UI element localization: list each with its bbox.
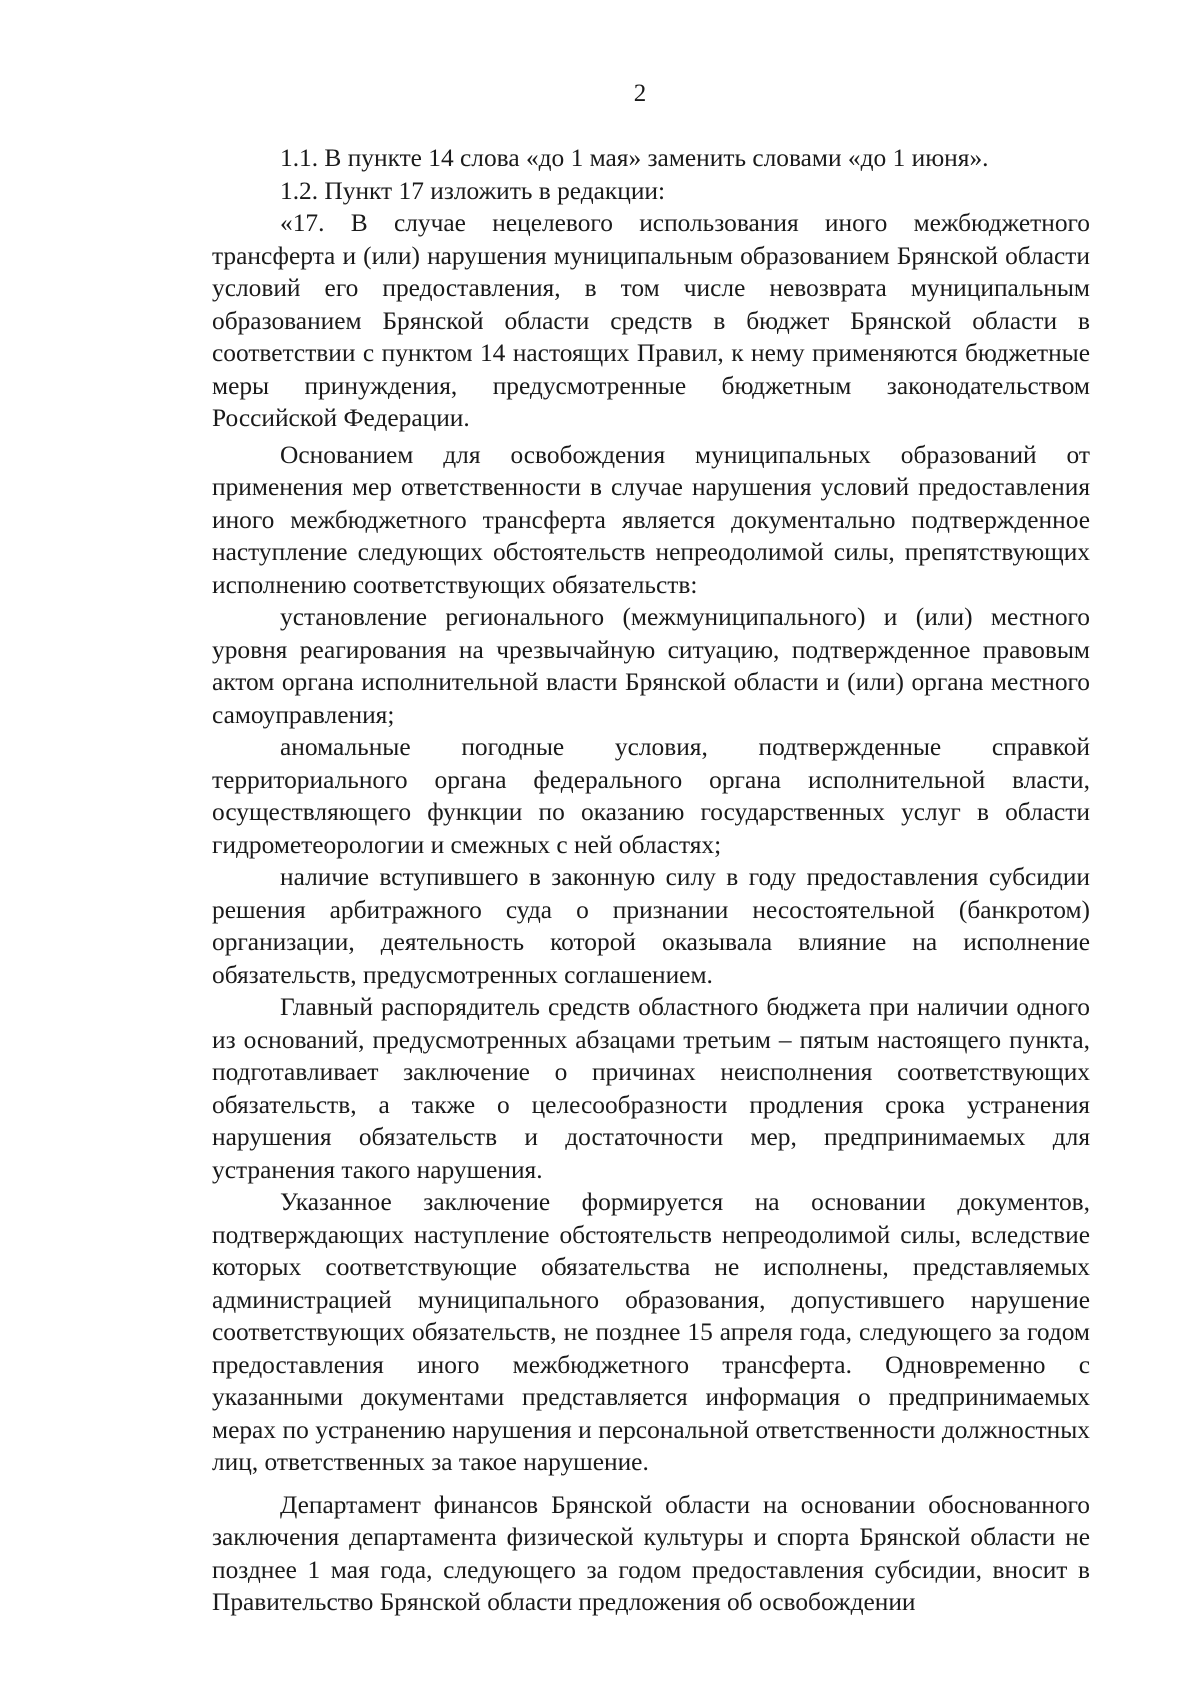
- document-body: [212, 142, 1090, 1619]
- paragraph-chief-administrator: Главный распорядитель средств областного бюджета при наличии одного из оснований, предусмотренных абзацами третьим – пятым настоящего пункта, подготавливает заключение о причинах неисполнения соответствующих обязательств, а также о целесообразности продления срока устранения нарушения обязательств и достаточности мер, предпринимаемых для устранения такого нарушения.: [212, 993, 1090, 1184]
- paragraph-item-17: «17. В случае нецелевого использования иного межбюджетного трансферта и (или) нарушения муниципальным образованием Брянской области условий его предоставления, в том числе невозврата муниципальным образованием Брянской области средств в бюджет Брянской области в соответствии с пунктом 14 настоящих Правил, к нему применяются бюджетные меры принуждения, предусмотренные бюджетным законодательством Российской Федерации.: [212, 209, 1090, 432]
- page-number: 2: [633, 80, 647, 107]
- paragraph-finance-department: Департамент финансов Брянской области на основании обоснованного заключения департамента физической культуры и спорта Брянской области не позднее 1 мая года, следующего за годом предоставления субсидии, вносит в Правительство Брянской области предложения об освобождении: [212, 1490, 1090, 1616]
- paragraph-conclusion: Указанное заключение формируется на основании документов, подтверждающих наступление обстоятельств непреодолимой силы, вследствие которых соответствующие обязательства не исполнены, представляемых администрацией муниципального образования, допустившего нарушение соответствующих обязательств, не позднее 15 апреля года, следующего за годом предоставления иного межбюджетного трансферта. Одновременно с указанными документами представляется информация о предпринимаемых мерах по устранению нарушения и персональной ответственности должностных лиц, ответственных за такое нарушение.: [212, 1188, 1090, 1476]
- paragraph-1-1: 1.1. В пункте 14 слова «до 1 мая» заменить словами «до 1 июня».: [280, 144, 989, 172]
- paragraph-1-2: 1.2. Пункт 17 изложить в редакции:: [280, 176, 666, 205]
- paragraph-emergency: установление регионального (межмуниципального) и (или) местного уровня реагирования на чрезвычайную ситуацию, подтвержденное правовым актом органа исполнительной власти Брянской области и (или) органа местного самоуправления;: [212, 603, 1090, 729]
- paragraph-grounds: Основанием для освобождения муниципальных образований от применения мер ответственности в случае нарушения условий предоставления иного межбюджетного трансферта является документально подтвержденное наступление следующих обстоятельств непреодолимой силы, препятствующих исполнению соответствующих обязательств:: [212, 440, 1090, 599]
- paragraph-arbitration: наличие вступившего в законную силу в году предоставления субсидии решения арбитражного суда о признании несостоятельной (банкротом) организации, деятельность которой оказывала влияние на исполнение обязательств, предусмотренных соглашением.: [212, 863, 1090, 989]
- paragraph-weather: аномальные погодные условия, подтвержденные справкой территориального органа федерального органа исполнительной власти, осуществляющего функции по оказанию государственных услуг в области гидрометеорологии и смежных с ней областях;: [212, 733, 1090, 859]
